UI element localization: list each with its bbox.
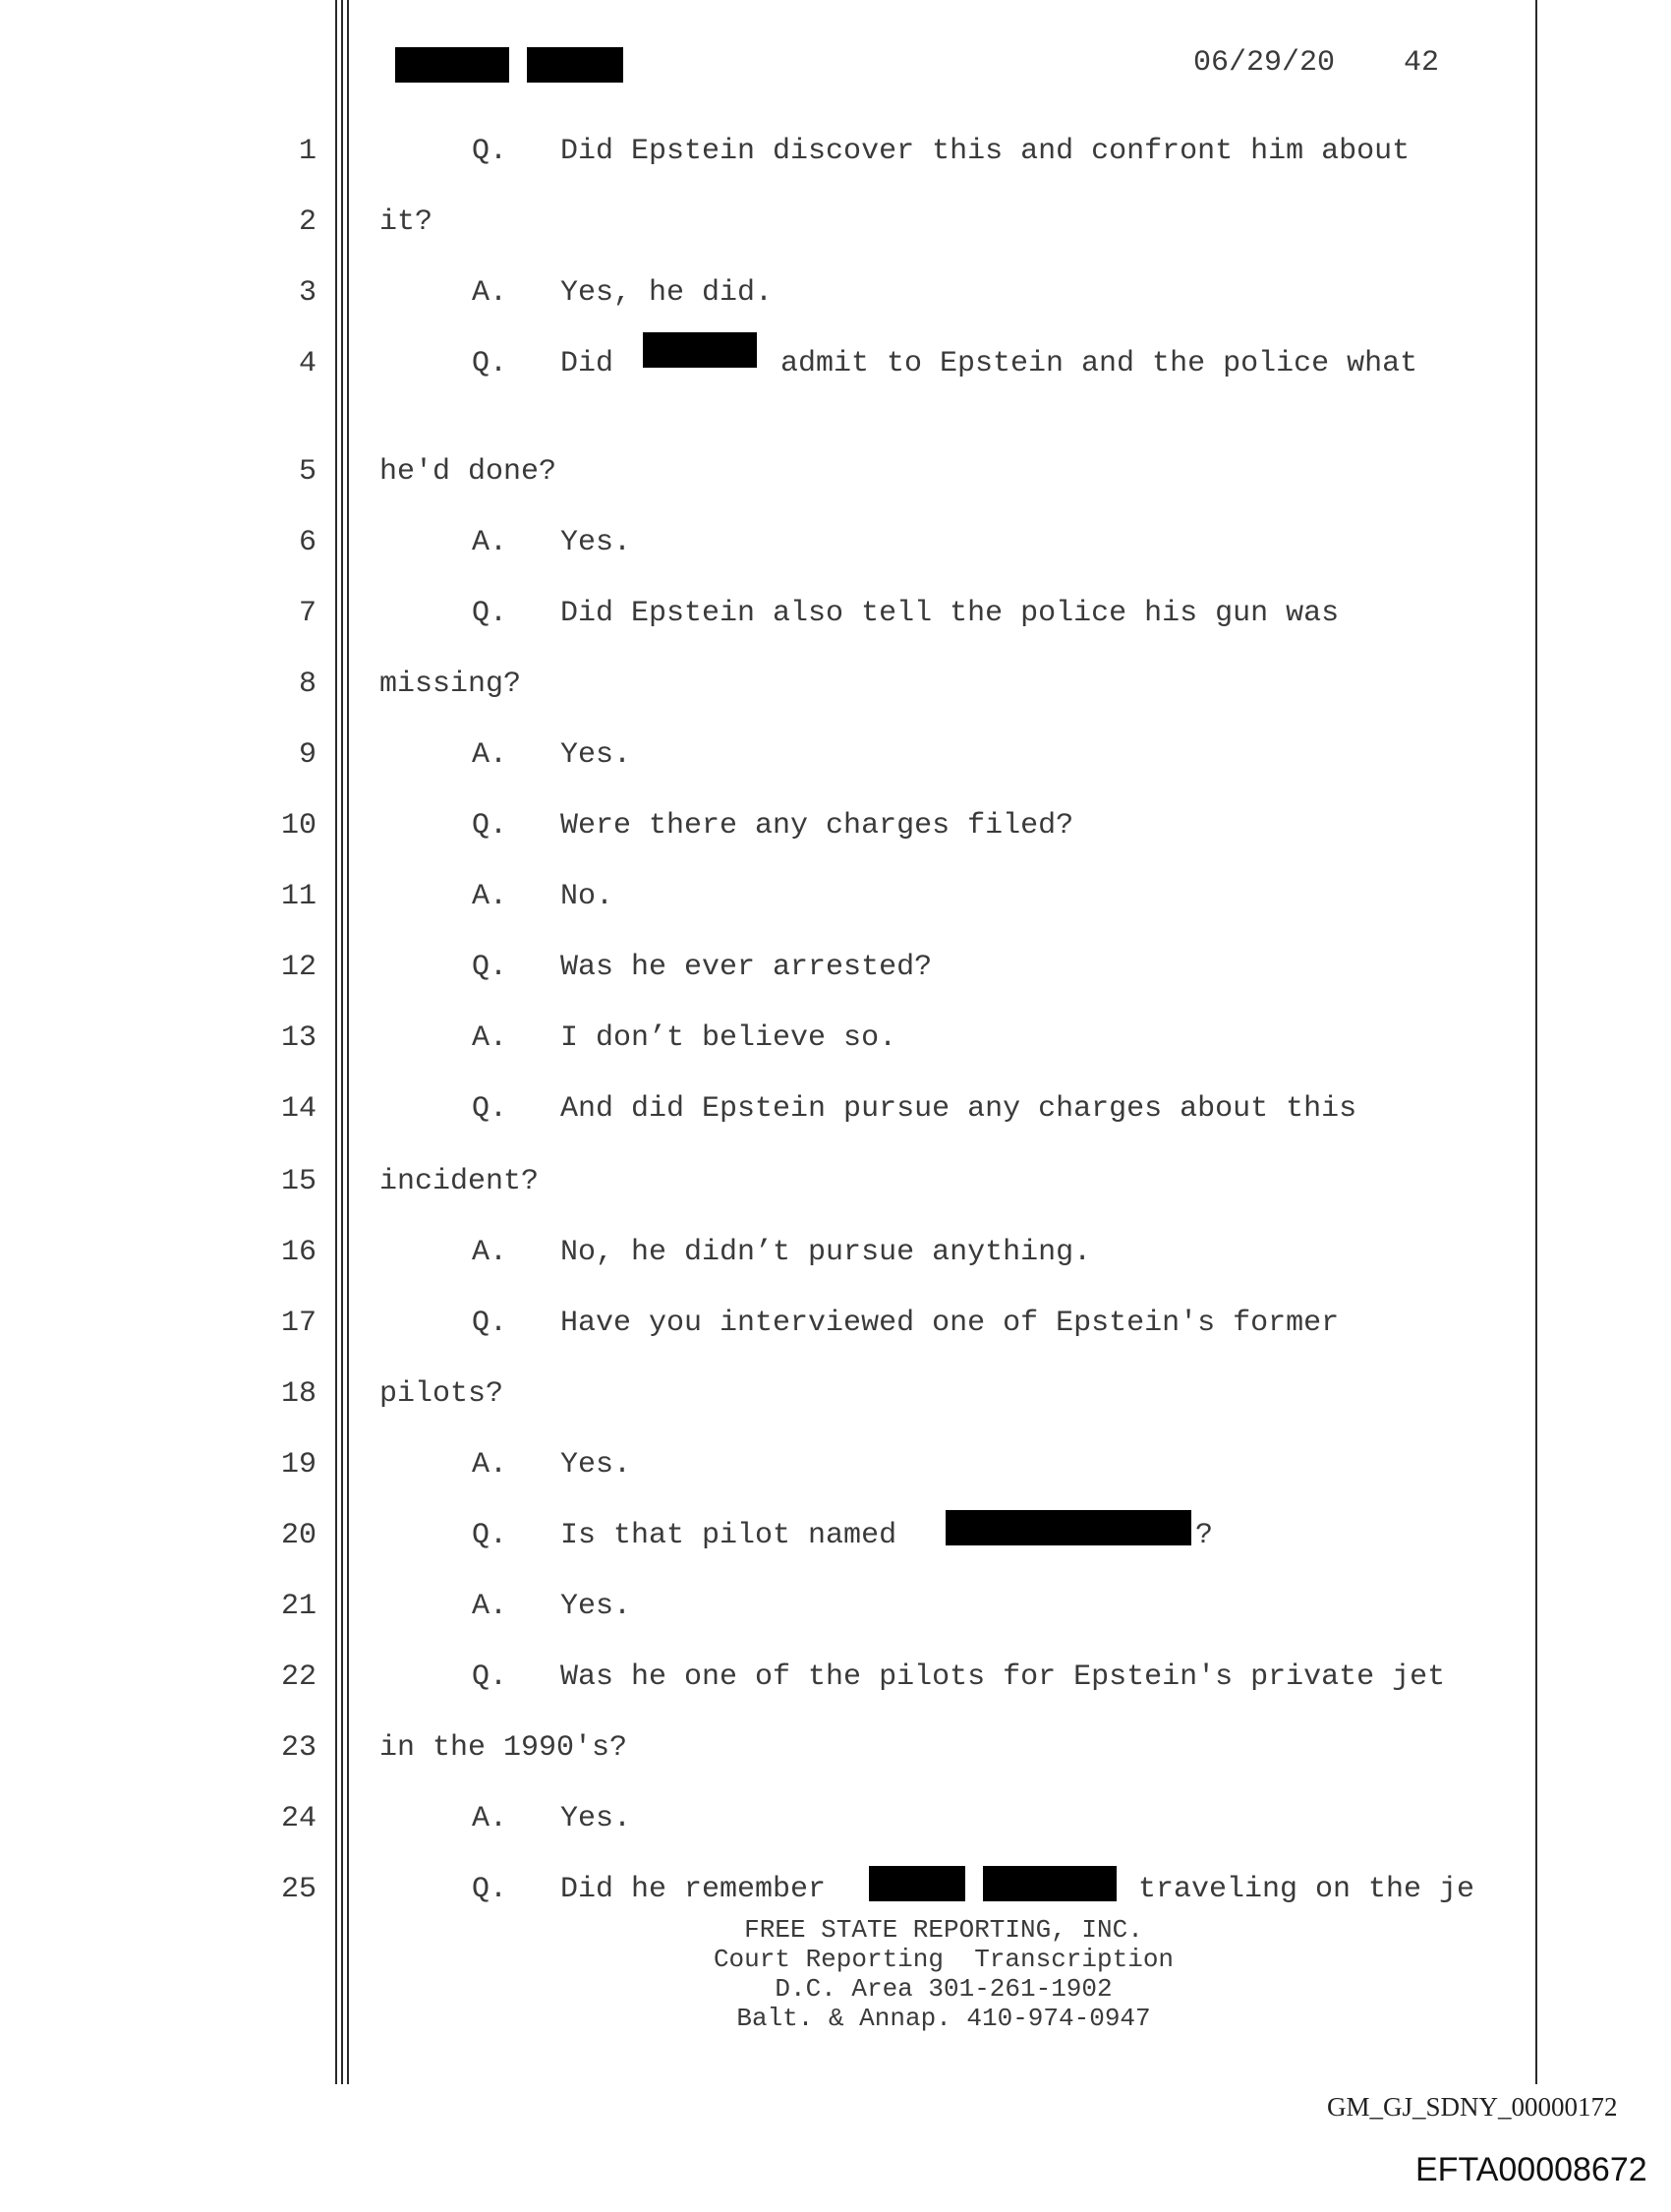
redaction-line-25-b: [983, 1866, 1117, 1901]
transcript-line-text: A. Yes.: [472, 526, 632, 559]
transcript-line-text: in the 1990's?: [379, 1731, 628, 1765]
line-number: 17: [280, 1307, 317, 1340]
transcript-line-text: Q. Have you interviewed one of Epstein's former: [472, 1307, 1340, 1340]
bates-number: GM_GJ_SDNY_00000172: [1327, 2092, 1618, 2122]
transcript-line-text: Q. Did Epstein discover this and confront him about: [472, 135, 1411, 168]
right-margin-rule: [1535, 0, 1537, 2084]
left-margin-rule-3: [347, 0, 349, 2084]
transcript-line-text: pilots?: [379, 1377, 504, 1411]
line-number: 2: [298, 205, 317, 239]
transcript-line-text: A. No.: [472, 880, 614, 913]
transcript-line-text: A. Yes.: [472, 1802, 632, 1835]
transcript-line-text: Q. Was he ever arrested?: [472, 951, 933, 984]
transcript-line-continuation: traveling on the je: [1138, 1873, 1475, 1906]
transcript-line-text: Q. Were there any charges filed?: [472, 809, 1074, 843]
redaction-line-25-a: [869, 1866, 965, 1901]
transcript-line-text: Q. Did Epstein also tell the police his gun was: [472, 597, 1340, 630]
footer-company: FREE STATE REPORTING, INC.: [744, 1915, 1143, 1945]
transcript-line-text: Q. Is that pilot named: [472, 1519, 897, 1552]
transcript-line-text: he'd done?: [379, 455, 557, 489]
transcript-line-text: Q. Did he remember: [472, 1873, 827, 1906]
line-number: 11: [280, 880, 317, 913]
transcript-line-text: Q. Did: [472, 347, 614, 380]
efta-number: EFTA00008672: [1415, 2151, 1647, 2188]
line-number: 12: [280, 951, 317, 984]
transcript-line-text: A. Yes.: [472, 1448, 632, 1482]
transcript-line-text: Q. And did Epstein pursue any charges about this: [472, 1092, 1357, 1126]
line-number: 24: [280, 1802, 317, 1835]
transcript-line-text: A. No, he didn’t pursue anything.: [472, 1236, 1092, 1269]
footer-balt-phone: Balt. & Annap. 410-974-0947: [736, 2004, 1151, 2033]
line-number: 16: [280, 1236, 317, 1269]
transcript-line-text: Q. Was he one of the pilots for Epstein's private jet: [472, 1660, 1446, 1694]
line-number: 22: [280, 1660, 317, 1694]
header-page-number: 42: [1404, 46, 1440, 80]
line-number: 20: [280, 1519, 317, 1552]
line-number: 5: [298, 455, 317, 489]
line-number: 10: [280, 809, 317, 843]
reporter-footer: [550, 1915, 1337, 2033]
line-number: 21: [280, 1590, 317, 1623]
redaction-line-4: [643, 332, 757, 368]
line-number: 25: [280, 1873, 317, 1906]
transcript-line-text: it?: [379, 205, 433, 239]
line-number: 1: [298, 135, 317, 168]
line-number: 3: [298, 276, 317, 310]
line-number: 15: [280, 1165, 317, 1198]
left-margin-rule-1: [335, 0, 337, 2084]
redaction-line-20: [946, 1510, 1191, 1545]
line-number: 18: [280, 1377, 317, 1411]
line-number: 23: [280, 1731, 317, 1765]
footer-services: Court Reporting Transcription: [713, 1945, 1175, 1974]
line-number: 7: [298, 597, 317, 630]
line-number: 14: [280, 1092, 317, 1126]
line-number: 6: [298, 526, 317, 559]
redaction-header-2: [527, 47, 623, 83]
footer-dc-phone: D.C. Area 301-261-1902: [775, 1974, 1113, 2004]
left-margin-rule-2: [341, 0, 343, 2084]
transcript-line-text: A. Yes.: [472, 738, 632, 772]
transcript-line-text: A. Yes, he did.: [472, 276, 774, 310]
line-number: 13: [280, 1021, 317, 1055]
redaction-header-1: [395, 47, 509, 83]
header-date: 06/29/20: [1193, 46, 1336, 80]
transcript-line-text: A. Yes.: [472, 1590, 632, 1623]
transcript-line-continuation: admit to Epstein and the police what: [780, 347, 1418, 380]
transcript-line-text: incident?: [379, 1165, 540, 1198]
transcript-line-text: A. I don’t believe so.: [472, 1021, 897, 1055]
line-number: 8: [298, 668, 317, 701]
transcript-line-text: missing?: [379, 668, 522, 701]
line-number: 4: [298, 347, 317, 380]
transcript-line-continuation: ?: [1195, 1519, 1214, 1552]
line-number: 9: [298, 738, 317, 772]
line-number: 19: [280, 1448, 317, 1482]
